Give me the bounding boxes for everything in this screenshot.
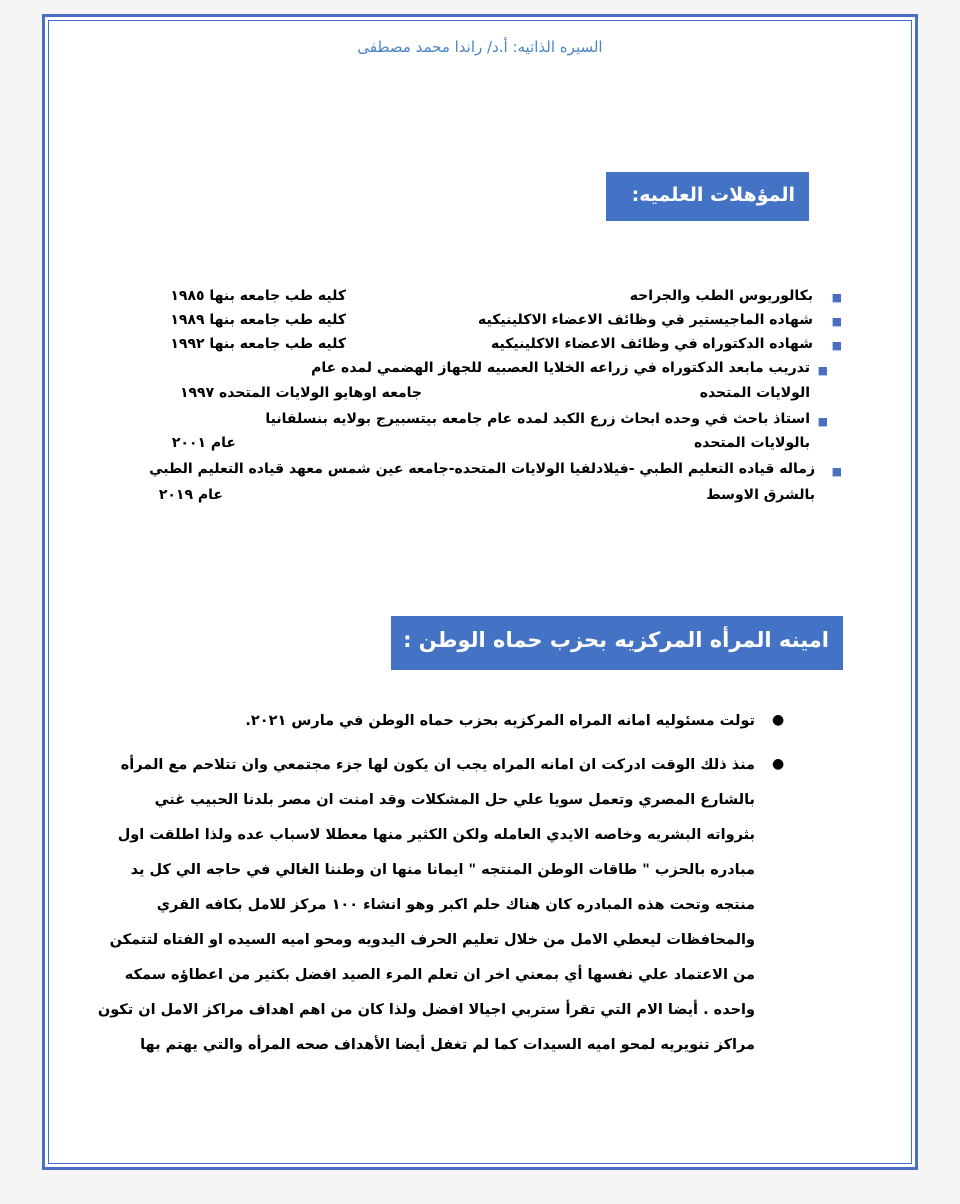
paragraph-line: واحده . أيضا الام التي تقرأ ستربي اجيالا افضل ولذا كان من اهم اهداف مراكز الامل ان تكون <box>97 1002 755 1018</box>
square-bullet-icon: ■ <box>831 315 842 328</box>
sub-qualification-line: الولايات المتحده <box>699 385 810 401</box>
paragraph-line: والمحافظات ليعطي الامل من خلال تعليم الحرف اليدويه ومحو اميه السيده او الفتاه لتتمكن <box>109 932 755 948</box>
paragraph-line: منتجه وتحت هذه المبادره كان هناك حلم اكبر وهو انشاء ١٠٠ مركز للامل بكافه القري <box>156 897 755 913</box>
sub-qualification-line: استاذ باحث في وحده ابحاث زرع الكبد لمده عام جامعه بيتسبيرج بولايه بنسلفانيا <box>265 411 810 427</box>
women-secretary-heading: امينه المرأه المركزيه بحزب حماه الوطن : <box>391 616 843 670</box>
square-bullet-icon: ■ <box>831 339 842 352</box>
bullet-dot-icon: ● <box>772 756 785 772</box>
square-bullet-icon: ■ <box>817 364 828 377</box>
qualification-place: كليه طب جامعه بنها ١٩٩٢ <box>170 336 346 352</box>
sub-qualification-line: تدريب مابعد الدكتوراه في زراعه الخلايا العصبيه للجهاز الهضمي لمده عام <box>311 360 810 376</box>
qualification-place: كليه طب جامعه بنها ١٩٨٥ <box>170 288 346 304</box>
paragraph-line: مراكز تنويريه لمحو اميه السيدات كما لم تغفل أيضا الأهداف صحه المرأه والتي يهتم بها <box>140 1037 755 1053</box>
sub-qualification-line: عام ٢٠٠١ <box>171 435 236 451</box>
qualification-place: كليه طب جامعه بنها ١٩٨٩ <box>170 312 346 328</box>
qualification-degree: شهاده الدكتوراه في وظائف الاعضاء الاكلينيكيه <box>491 336 813 352</box>
bullet-text: تولت مسئوليه امانه المراه المركزيه بحزب حماه الوطن في مارس ٢٠٢١. <box>245 713 755 729</box>
fellowship-line: زماله قياده التعليم الطبي -فيلادلفيا الولايات المتحده-جامعه عين شمس معهد قياده التعليم الطبي <box>149 461 815 477</box>
paragraph-line: من الاعتماد علي نفسها أي بمعني اخر ان تعلم المرء الصيد افضل بكثير من اعطاؤه سمكه <box>124 967 755 983</box>
paragraph-line: منذ ذلك الوقت ادركت ان امانه المراه يجب ان يكون لها جزء مجتمعي وان تتلاحم مع المرأه <box>120 757 755 773</box>
qualification-degree: شهاده الماجيستير في وظائف الاعضاء الاكلينيكيه <box>478 312 813 328</box>
fellowship-line: بالشرق الاوسط <box>706 487 815 503</box>
square-bullet-icon: ■ <box>817 415 828 428</box>
bullet-dot-icon: ● <box>772 712 785 728</box>
sub-qualification-line: جامعه اوهايو الولايات المتحده ١٩٩٧ <box>179 385 422 401</box>
paragraph-line: مبادره بالحزب " طاقات الوطن المنتجه " ايمانا منها ان وطننا الغالي في حاجه الي كل يد <box>130 862 755 878</box>
sub-qualification-line: بالولايات المتحده <box>693 435 810 451</box>
qualification-degree: بكالوريوس الطب والجراحه <box>629 288 813 304</box>
square-bullet-icon: ■ <box>831 465 842 478</box>
square-bullet-icon: ■ <box>831 291 842 304</box>
paragraph-line: بثرواته البشريه وخاصه الايدي العامله ولكن الكثير منها معطلا لاسباب عده ولذا اطلقت اول <box>117 827 755 843</box>
cv-header-title: السيره الذاتيه: أ.د/ راندا محمد مصطفى <box>357 38 603 56</box>
qualifications-heading: المؤهلات العلميه: <box>606 172 809 221</box>
fellowship-line: عام ٢٠١٩ <box>158 487 223 503</box>
paragraph-line: بالشارع المصري وتعمل سويا علي حل المشكلات وقد امنت ان مصر بلدنا الحبيب غني <box>154 792 755 808</box>
